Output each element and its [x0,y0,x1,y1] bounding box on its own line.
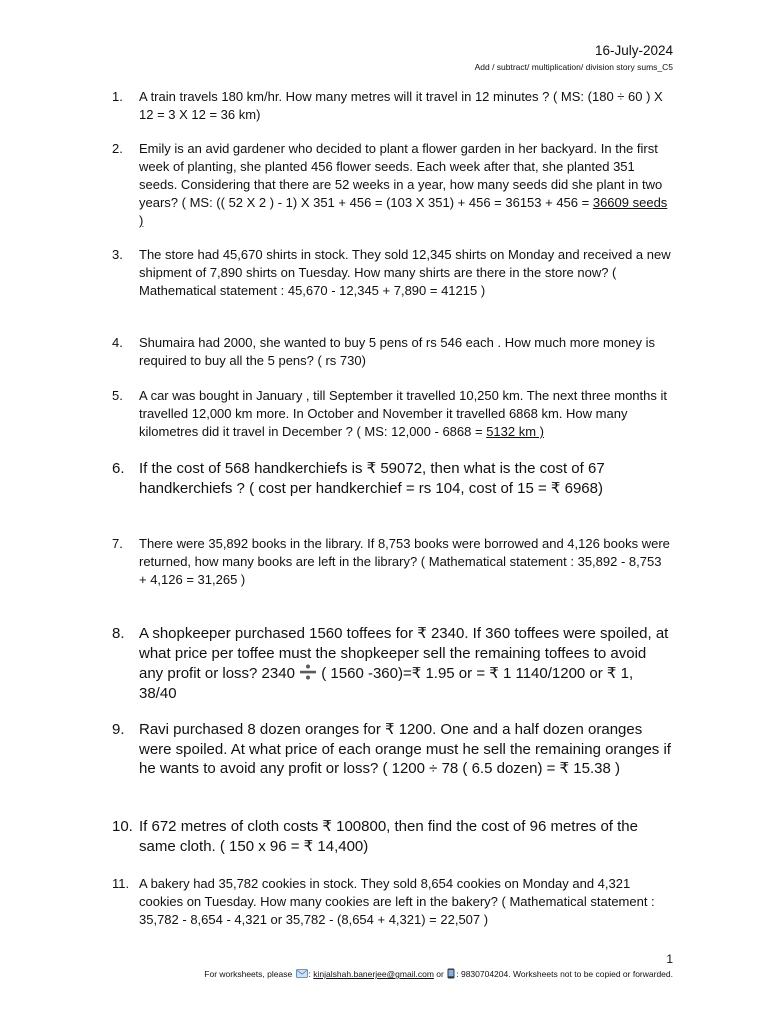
question-6 [112,459,672,498]
answer-underlined: 5132 km ) [486,424,544,439]
answer-underlined: 36609 seeds ) [139,195,668,228]
footer-prefix: For worksheets, please [204,969,293,979]
question-text: If 672 metres of cloth costs ₹ 100800, then find the cost of 96 metres of the same cloth. ( 150 x 96 = ₹ 14,400) [139,818,638,855]
question-text: If the cost of 568 handkerchiefs is ₹ 59072, then what is the cost of 67 handkerchiefs ? ( cost per handkerchief = rs 104, cost of 15 = ₹ 6968) [139,460,605,497]
question-number: 5. [112,388,123,403]
question-number: 10. [112,818,133,835]
question-number: 2. [112,141,123,156]
question-2 [112,140,672,230]
phone-icon [447,968,455,979]
question-text: Shumaira had 2000, she wanted to buy 5 pens of rs 546 each . How much more money is required to buy all the 5 pens? ( rs 730) [139,335,655,368]
phone-number: 9830704204. [460,969,511,979]
email-link[interactable]: kinjalshah.banerjee@gmail.com [313,969,434,979]
question-number: 6. [112,460,125,477]
question-text: Emily is an avid gardener who decided to plant a flower garden in her backyard. In the first week of planting, she planted 456 flower seeds. Each week after that, she planted 351 seeds. Considering that there are 52 weeks in a year, how many seeds did she plant in two years? ( MS: (( 52 X 2 ) - 1) X 351 + 456 = (103 X 351) + 456 = 36153 + 456 = [139,141,663,210]
envelope-icon [296,969,308,978]
question-number: 1. [112,89,123,104]
question-text: A car was bought in January , till September it travelled 10,250 km. The next three months it travelled 12,000 km more. In October and November it travelled 6868 km. How many kilometres did it travel in December ? ( MS: 12,000 - 6868 = [139,388,667,439]
question-number: 3. [112,247,123,262]
question-5 [112,387,672,441]
question-text: A train travels 180 km/hr. How many metres will it travel in 12 minutes ? ( MS: (180 ÷ 60 ) X 12 = 3 X 12 = 36 km) [139,89,663,122]
question-10 [112,817,672,856]
question-text: The store had 45,670 shirts in stock. They sold 12,345 shirts on Monday and received a new shipment of 7,890 shirts on Tuesday. How many shirts are there in the store now? ( Mathematical statement : 45,670 - 12,345 + 7,890 = 41215 ) [139,247,671,298]
question-11 [112,875,672,929]
divide-icon [299,663,317,681]
worksheet-subtitle: Add / subtract/ multiplication/ division story sums_C5 [474,62,673,72]
question-7 [112,535,672,589]
question-number: 7. [112,536,123,551]
page-number: 1 [666,952,673,966]
question-number: 8. [112,625,125,642]
question-number: 11. [112,876,130,891]
question-text: A bakery had 35,782 cookies in stock. They sold 8,654 cookies on Monday and 4,321 cookies on Tuesday. How many cookies are left in the bakery? ( Mathematical statement : 35,782 - 8,654 - 4,321 or 35,782 - (8,654 + 4,321) = 22,507 ) [139,876,655,927]
footer: For worksheets, please : kinjalshah.banerjee@gmail.com or : 9830704204. Worksheets not to be copied or forwarded. [204,969,673,979]
question-number: 4. [112,335,123,350]
question-text: A shopkeeper purchased 1560 toffees for ₹ 2340. If 360 toffees were spoiled, at what price per toffee must the shopkeeper sell the remaining toffees to avoid any profit or loss? 2340 [139,625,669,682]
question-text: Ravi purchased 8 dozen oranges for ₹ 1200. One and a half dozen oranges were spoiled. At what price of each orange must he sell the remaining oranges if he wants to avoid any profit or loss? ( 1200 ÷ 78 ( 6.5 dozen) = ₹ 15.38 ) [139,721,671,777]
question-3 [112,246,672,300]
date: 16-July-2024 [594,43,673,58]
question-9 [112,720,672,779]
question-1 [112,88,672,124]
footer-notice: Worksheets not to be copied or forwarded. [512,969,673,979]
question-4 [112,334,672,370]
question-number: 9. [112,721,125,738]
question-8 [112,624,672,703]
question-text-continued: ( 1560 -360)=₹ 1.95 or = ₹ 1 1140/1200 or ₹ 1, 38/40 [139,665,634,702]
question-text: There were 35,892 books in the library. If 8,753 books were borrowed and 4,126 books were returned, how many books are left in the library? ( Mathematical statement : 35,892 - 8,753 + 4,126 = 31,265 ) [139,536,670,587]
